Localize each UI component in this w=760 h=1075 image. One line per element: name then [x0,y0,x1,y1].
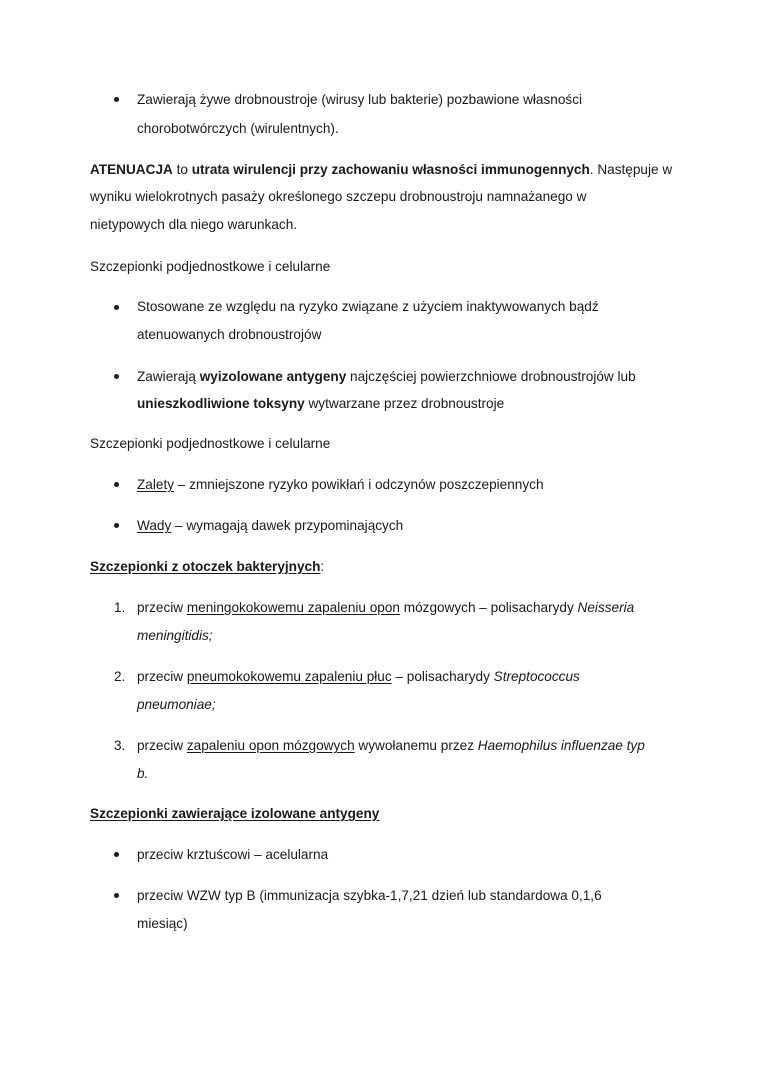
underlined-term: meningokokowemu zapaleniu opon [186,600,400,615]
list-item-text [137,599,634,617]
text: najczęściej powierzchniowe drobnoustrojów lub [346,369,636,384]
bullet-text: Zawierają żywe drobnoustroje (wirusy lub bakterie) pozbawione własności [137,92,583,107]
underlined-term: zapaleniu opon mózgowych [186,738,355,753]
list-item-text [137,696,216,714]
bullet-dot [114,97,119,102]
text: to [172,162,192,177]
bullet-text: miesiąc) [137,916,188,931]
bullet-dot [114,482,119,487]
bullet-text [137,368,636,386]
text: przeciw [137,738,187,753]
atenuacja-definition: utrata wirulencji przy zachowaniu własności immunogennych [191,162,590,177]
bullet-dot [114,523,119,528]
bullet-text: Stosowane ze względu na ryzyko związane z użyciem inaktywowanych bądź [137,299,599,314]
heading-text: Szczepionki z otoczek bakteryjnych [90,559,321,574]
italic-term: Neisseria [577,600,635,615]
bullet-dot [114,305,119,310]
section-heading [90,805,379,823]
list-number: 3. [114,738,126,753]
bullet-dot [114,852,119,857]
text: Zawierają [137,369,200,384]
italic-term: Haemophilus influenzae typ [477,738,645,753]
list-item-text [137,627,213,645]
text: przeciw [137,669,187,684]
bullet-text: atenuowanych drobnoustrojów [137,327,322,342]
text: : [320,559,325,574]
underlined-term: pneumokokowemu zapaleniu płuc [186,669,392,684]
italic-term: b. [137,766,149,781]
text: . Następuje w [589,162,673,177]
text: – polisacharydy [391,669,494,684]
section-heading: Szczepionki podjednostkowe i celularne [90,436,331,451]
underlined-label: Zalety [137,477,175,492]
italic-term: pneumoniae; [137,697,216,712]
italic-term: Streptococcus [493,669,580,684]
bold-term: wyizolowane antygeny [199,369,347,384]
underlined-label: Wady [137,518,172,533]
paragraph-line: nietypowych dla niego warunkach. [90,217,298,232]
list-number: 1. [114,600,126,615]
text: wytwarzane przez drobnoustroje [304,396,505,411]
bold-term: unieszkodliwione toksyny [137,396,305,411]
bullet-text [137,476,544,494]
atenuacja-term: ATENUACJA [90,162,173,177]
text: – wymagają dawek przypominających [171,518,404,533]
list-number: 2. [114,669,126,684]
section-heading [90,558,324,576]
text: mózgowych – polisacharydy [399,600,578,615]
list-item-text [137,765,148,783]
bullet-text [137,517,403,535]
italic-term: meningitidis; [137,628,213,643]
text: przeciw [137,600,187,615]
text: wywołanemu przez [354,738,478,753]
bullet-dot [114,374,119,379]
text: – zmniejszone ryzyko powikłań i odczynów poszczepiennych [174,477,544,492]
paragraph-line: wyniku wielokrotnych pasaży określonego szczepu drobnoustroju namnażanego w [90,189,587,204]
bullet-text: przeciw krztuścowi – acelularna [137,847,329,862]
bullet-text [137,395,504,413]
bullet-dot [114,893,119,898]
bullet-text: chorobotwórczych (wirulentnych). [137,121,339,136]
bullet-text: przeciw WZW typ B (immunizacja szybka-1,7,21 dzień lub standardowa 0,1,6 [137,888,602,903]
atenuacja-paragraph [90,161,672,179]
section-heading: Szczepionki podjednostkowe i celularne [90,259,331,274]
heading-text: Szczepionki zawierające izolowane antygeny [90,806,380,821]
list-item-text [137,668,580,686]
list-item-text [137,737,645,755]
